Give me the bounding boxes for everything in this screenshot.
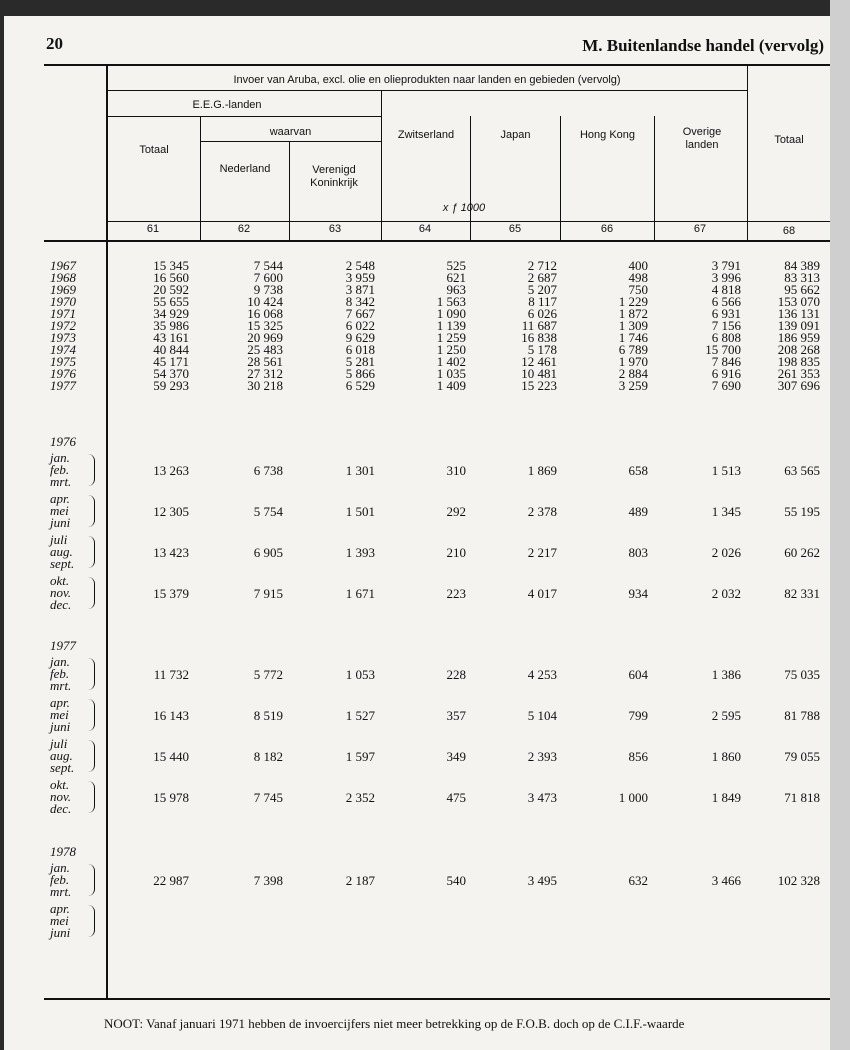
table-cell: 1 872	[618, 306, 648, 321]
table-cell: 7 398	[253, 873, 283, 888]
month-label: juni	[50, 719, 71, 734]
table-cell: 79 055	[784, 749, 820, 764]
table-cell: 198 835	[777, 354, 820, 369]
table-cell: 1 301	[345, 463, 375, 478]
col-number: 63	[328, 223, 342, 235]
table-cell: 2 884	[618, 366, 648, 381]
table-cell: 43 161	[153, 330, 189, 345]
table-cell: 621	[446, 270, 466, 285]
table-cell: 856	[628, 749, 648, 764]
month-label: mei	[50, 707, 69, 722]
table-cell: 27 312	[247, 366, 283, 381]
table-cell: 139 091	[777, 318, 820, 333]
table-cell: 4 253	[527, 667, 557, 682]
table-cell: 8 182	[253, 749, 283, 764]
table-cell: 6 916	[711, 366, 741, 381]
table-cell: 1 671	[345, 586, 375, 601]
table-cell: 6 789	[618, 342, 648, 357]
table-cell: 16 143	[153, 708, 189, 723]
table-cell: 5 772	[253, 667, 283, 682]
table-cell: 310	[446, 463, 466, 478]
table-cell: 6 018	[345, 342, 375, 357]
table-cell: 7 600	[253, 270, 283, 285]
table-cell: 55 655	[153, 294, 189, 309]
quarter-brace	[88, 658, 95, 690]
table-cell: 6 808	[711, 330, 741, 345]
table-cell: 82 331	[784, 586, 820, 601]
table-cell: 2 032	[711, 586, 741, 601]
col-number: 68	[782, 225, 796, 237]
table-cell: 11 687	[521, 318, 557, 333]
table-cell: 2 217	[527, 545, 557, 560]
table-cell: 15 700	[705, 342, 741, 357]
table-cell: 1 970	[618, 354, 648, 369]
table-cell: 15 223	[521, 378, 557, 393]
table-cell: 59 293	[153, 378, 189, 393]
table-cell: 6 022	[345, 318, 375, 333]
table-cell: 1 345	[711, 504, 741, 519]
table-cell: 9 738	[253, 282, 283, 297]
month-label: juni	[50, 925, 71, 940]
col-header-overige-landen: Overige landen	[682, 126, 722, 151]
table-cell: 15 345	[153, 258, 189, 273]
col-number: 66	[600, 223, 614, 235]
table-cell: 2 378	[527, 504, 557, 519]
table-cell: 7 915	[253, 586, 283, 601]
month-label: juli	[50, 532, 68, 547]
table-cell: 9 629	[345, 330, 375, 345]
col-rule	[747, 64, 748, 240]
table-cell: 34 929	[153, 306, 189, 321]
running-header: M. Buitenlandse handel (vervolg)	[582, 36, 824, 55]
table-cell: 15 440	[153, 749, 189, 764]
table-cell: 10 424	[247, 294, 283, 309]
table-cell: 5 207	[527, 282, 557, 297]
table-cell: 1 090	[436, 306, 466, 321]
table-cell: 3 959	[345, 270, 375, 285]
table-cell: 13 423	[153, 545, 189, 560]
table-cell: 349	[446, 749, 466, 764]
table-cell: 1 501	[345, 504, 375, 519]
year-label: 1968	[50, 270, 76, 285]
month-label: apr.	[50, 695, 70, 710]
table-cell: 1 229	[618, 294, 648, 309]
table-cell: 1 513	[711, 463, 741, 478]
table-cell: 25 483	[247, 342, 283, 357]
table-cell: 16 068	[247, 306, 283, 321]
quarter-brace	[88, 536, 95, 568]
quarter-brace	[88, 781, 95, 813]
month-label: dec.	[50, 597, 72, 612]
table-cell: 81 788	[784, 708, 820, 723]
table-cell: 2 548	[345, 258, 375, 273]
table-cell: 4 017	[527, 586, 557, 601]
stub-column-rule	[106, 64, 108, 998]
table-cell: 357	[446, 708, 466, 723]
table-cell: 228	[446, 667, 466, 682]
table-cell: 2 595	[711, 708, 741, 723]
table-bottom-rule	[44, 998, 830, 1000]
month-label: okt.	[50, 777, 70, 792]
table-cell: 1 386	[711, 667, 741, 682]
quarter-brace	[88, 495, 95, 527]
table-cell: 8 519	[253, 708, 283, 723]
table-cell: 20 969	[247, 330, 283, 345]
year-label: 1976	[50, 366, 76, 381]
table-cell: 5 178	[527, 342, 557, 357]
table-cell: 16 838	[521, 330, 557, 345]
col-header-hong-kong: Hong Kong	[579, 129, 636, 141]
table-cell: 1 259	[436, 330, 466, 345]
table-cell: 7 156	[711, 318, 741, 333]
quarter-brace	[88, 864, 95, 896]
col-header-japan: Japan	[500, 129, 531, 141]
month-label: feb.	[50, 462, 70, 477]
table-cell: 1 860	[711, 749, 741, 764]
document-page	[4, 16, 830, 1050]
col-header-nederland: Nederland	[219, 163, 271, 175]
table-cell: 3 871	[345, 282, 375, 297]
col-rule	[289, 141, 290, 240]
table-cell: 5 866	[345, 366, 375, 381]
page-number: 20	[46, 34, 63, 53]
table-cell: 28 561	[247, 354, 283, 369]
year-label: 1971	[50, 306, 76, 321]
table-cell: 1 597	[345, 749, 375, 764]
table-cell: 6 738	[253, 463, 283, 478]
table-cell: 658	[628, 463, 648, 478]
table-cell: 71 818	[784, 790, 820, 805]
year-label: 1972	[50, 318, 76, 333]
month-label: apr.	[50, 901, 70, 916]
table-cell: 540	[446, 873, 466, 888]
table-cell: 5 104	[527, 708, 557, 723]
block-year-label: 1977	[50, 638, 76, 653]
table-cell: 2 712	[527, 258, 557, 273]
year-label: 1973	[50, 330, 76, 345]
table-cell: 75 035	[784, 667, 820, 682]
table-cell: 136 131	[777, 306, 820, 321]
table-cell: 13 263	[153, 463, 189, 478]
month-label: juni	[50, 515, 71, 530]
table-cell: 12 461	[521, 354, 557, 369]
table-cell: 1 849	[711, 790, 741, 805]
table-cell: 632	[628, 873, 648, 888]
table-cell: 2 393	[527, 749, 557, 764]
table-cell: 750	[628, 282, 648, 297]
table-cell: 83 313	[784, 270, 820, 285]
table-cell: 1 309	[618, 318, 648, 333]
table-cell: 11 732	[153, 667, 189, 682]
table-cell: 8 342	[345, 294, 375, 309]
table-cell: 963	[446, 282, 466, 297]
table-cell: 1 250	[436, 342, 466, 357]
table-cell: 803	[628, 545, 648, 560]
header-bottom-rule	[44, 240, 830, 242]
col-number: 61	[146, 223, 160, 235]
table-cell: 1 139	[436, 318, 466, 333]
table-cell: 307 696	[777, 378, 820, 393]
table-cell: 10 481	[521, 366, 557, 381]
table-cell: 1 393	[345, 545, 375, 560]
month-label: mrt.	[50, 678, 72, 693]
table-cell: 934	[628, 586, 648, 601]
table-cell: 525	[446, 258, 466, 273]
table-cell: 6 905	[253, 545, 283, 560]
table-cell: 55 195	[784, 504, 820, 519]
table-cell: 7 667	[345, 306, 375, 321]
year-label: 1977	[50, 378, 76, 393]
table-cell: 54 370	[153, 366, 189, 381]
table-cell: 2 187	[345, 873, 375, 888]
table-cell: 60 262	[784, 545, 820, 560]
unit-label: x ƒ 1000	[442, 202, 486, 214]
month-label: nov.	[50, 789, 72, 804]
month-label: sept.	[50, 760, 75, 775]
table-cell: 1 409	[436, 378, 466, 393]
table-cell: 35 986	[153, 318, 189, 333]
table-cell: 1 053	[345, 667, 375, 682]
table-cell: 498	[628, 270, 648, 285]
col-rule	[654, 116, 655, 240]
table-cell: 63 565	[784, 463, 820, 478]
table-cell: 1 869	[527, 463, 557, 478]
table-cell: 292	[446, 504, 466, 519]
month-label: jan.	[50, 654, 70, 669]
table-cell: 2 352	[345, 790, 375, 805]
month-label: okt.	[50, 573, 70, 588]
month-label: apr.	[50, 491, 70, 506]
table-cell: 3 473	[527, 790, 557, 805]
colnum-top-rule	[107, 221, 830, 222]
month-label: dec.	[50, 801, 72, 816]
table-cell: 3 791	[711, 258, 741, 273]
table-cell: 30 218	[247, 378, 283, 393]
table-cell: 20 592	[153, 282, 189, 297]
month-label: jan.	[50, 860, 70, 875]
table-cell: 12 305	[153, 504, 189, 519]
col-header-zwitserland: Zwitserland	[397, 129, 455, 141]
table-cell: 1 746	[618, 330, 648, 345]
year-label: 1969	[50, 282, 76, 297]
table-cell: 799	[628, 708, 648, 723]
month-label: mrt.	[50, 884, 72, 899]
scan-edge	[830, 0, 850, 1050]
year-label: 1970	[50, 294, 76, 309]
table-cell: 2 687	[527, 270, 557, 285]
block-year-label: 1978	[50, 844, 76, 859]
table-cell: 7 690	[711, 378, 741, 393]
quarter-brace	[88, 454, 95, 486]
table-cell: 1 000	[618, 790, 648, 805]
table-cell: 153 070	[777, 294, 820, 309]
col-rule	[381, 90, 382, 240]
table-cell: 3 996	[711, 270, 741, 285]
eeg-header: E.E.G.-landen	[192, 99, 262, 111]
table-cell: 45 171	[153, 354, 189, 369]
col-number: 67	[693, 223, 707, 235]
table-cell: 208 268	[777, 342, 820, 357]
month-label: aug.	[50, 748, 73, 763]
col-number: 62	[237, 223, 251, 235]
month-label: feb.	[50, 666, 70, 681]
table-cell: 15 379	[153, 586, 189, 601]
title-underline	[107, 90, 747, 91]
waarvan-header: waarvan	[269, 126, 312, 138]
table-cell: 1 563	[436, 294, 466, 309]
table-cell: 2 026	[711, 545, 741, 560]
month-label: mei	[50, 913, 69, 928]
month-label: juli	[50, 736, 68, 751]
table-cell: 1 035	[436, 366, 466, 381]
table-cell: 4 818	[711, 282, 741, 297]
col-number: 64	[418, 223, 432, 235]
month-label: feb.	[50, 872, 70, 887]
table-cell: 102 328	[777, 873, 820, 888]
table-cell: 40 844	[153, 342, 189, 357]
table-cell: 475	[446, 790, 466, 805]
month-label: jan.	[50, 450, 70, 465]
table-cell: 261 353	[777, 366, 820, 381]
table-cell: 3 466	[711, 873, 741, 888]
month-label: nov.	[50, 585, 72, 600]
table-cell: 7 745	[253, 790, 283, 805]
month-label: aug.	[50, 544, 73, 559]
table-cell: 3 495	[527, 873, 557, 888]
quarter-brace	[88, 740, 95, 772]
col-header-verenigd-koninkrijk: Verenigd Koninkrijk	[310, 164, 358, 189]
table-cell: 6 026	[527, 306, 557, 321]
table-cell: 223	[446, 586, 466, 601]
month-label: sept.	[50, 556, 75, 571]
table-cell: 7 544	[253, 258, 283, 273]
eeg-underline	[107, 116, 381, 117]
table-cell: 1 402	[436, 354, 466, 369]
table-cell: 7 846	[711, 354, 741, 369]
table-cell: 5 754	[253, 504, 283, 519]
table-cell: 15 325	[247, 318, 283, 333]
month-label: mei	[50, 503, 69, 518]
table-cell: 84 389	[784, 258, 820, 273]
footnote: NOOT: Vanaf januari 1971 hebben de invoercijfers niet meer betrekking op de F.O.B. doch op de C.I.F.-waarde	[104, 1016, 685, 1031]
table-cell: 186 959	[777, 330, 820, 345]
table-title: Invoer van Aruba, excl. olie en olieprodukten naar landen en gebieden (vervolg)	[233, 74, 621, 86]
col-number: 65	[508, 223, 522, 235]
year-label: 1974	[50, 342, 76, 357]
table-cell: 16 560	[153, 270, 189, 285]
col-header-totaal-2: Totaal	[774, 134, 804, 146]
quarter-brace	[88, 699, 95, 731]
table-cell: 95 662	[784, 282, 820, 297]
table-cell: 3 259	[618, 378, 648, 393]
table-cell: 210	[446, 545, 466, 560]
table-cell: 5 281	[345, 354, 375, 369]
col-header-totaal: Totaal	[139, 144, 169, 156]
year-label: 1967	[50, 258, 76, 273]
year-label: 1975	[50, 354, 76, 369]
table-cell: 8 117	[528, 294, 557, 309]
table-cell: 6 931	[711, 306, 741, 321]
waarvan-underline	[200, 141, 381, 142]
table-cell: 15 978	[153, 790, 189, 805]
quarter-brace	[88, 905, 95, 937]
table-top-rule	[44, 64, 830, 66]
table-cell: 489	[628, 504, 648, 519]
block-year-label: 1976	[50, 434, 76, 449]
table-cell: 400	[628, 258, 648, 273]
table-cell: 1 527	[345, 708, 375, 723]
table-cell: 6 566	[711, 294, 741, 309]
quarter-brace	[88, 577, 95, 609]
table-cell: 22 987	[153, 873, 189, 888]
month-label: mrt.	[50, 474, 72, 489]
table-cell: 6 529	[345, 378, 375, 393]
table-cell: 604	[628, 667, 648, 682]
